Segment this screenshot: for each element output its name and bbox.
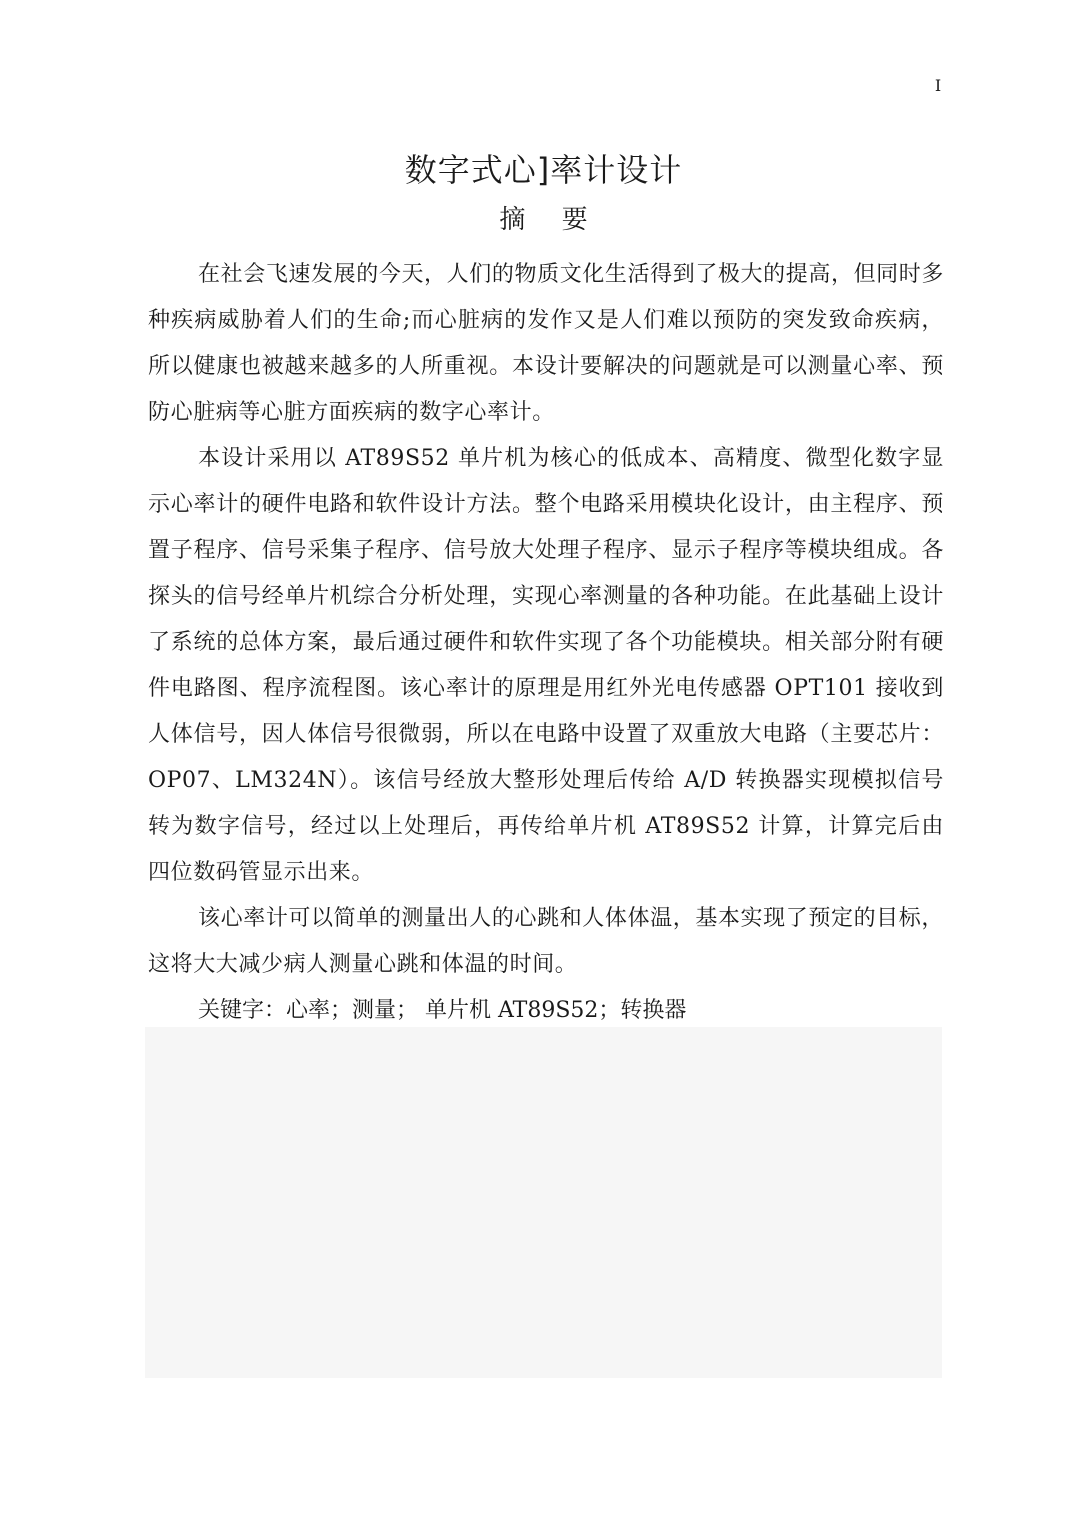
abstract-paragraph-3: 该心率计可以简单的测量出人的心跳和人体体温，基本实现了预定的目标，这将大大减少病人测量心跳和体温的时间。 — [148, 906, 944, 977]
abstract-body — [148, 252, 944, 1034]
abstract-paragraph-2: 本设计采用以 AT89S52 单片机为核心的低成本、高精度、微型化数字显示心率计的硬件电路和软件设计方法。整个电路采用模块化设计，由主程序、预置子程序、信号采集子程序、信号放大处理子程序、显示子程序等模块组成。各探头的信号经单片机综合分析处理，实现心率测量的各种功能。在此基础上设计了系统的总体方案，最后通过硬件和软件实现了各个功能模块。相关部分附有硬件电路图、程序流程图。该心率计的原理是用红外光电传感器 OPT101 接收到人体信号，因人体信号很微弱，所以在电路中设置了双重放大电路（主要芯片：OP07、LM324N）。该信号经放大整形处理后传给 A/D 转换器实现模拟信号转为数字信号，经过以上处理后，再传给单片机 AT89S52 计算，计算完后由四位数码管显示出来。 — [148, 446, 944, 885]
keywords-value: 心率；测量； 单片机 AT89S52；转换器 — [286, 998, 687, 1023]
document-title: 数字式心]率计设计 — [404, 151, 683, 189]
abstract-paragraph-1: 在社会飞速发展的今天，人们的物质文化生活得到了极大的提高，但同时多种疾病威胁着人们的生命;而心脏病的发作又是人们难以预防的突发致命疾病，所以健康也被越来越多的人所重视。本设计要解决的问题就是可以测量心率、预防心脏病等心脏方面疾病的数字心率计。 — [148, 262, 944, 425]
page-number: I — [934, 76, 942, 95]
abstract-heading: 摘 要 — [499, 205, 602, 235]
blank-content-area — [145, 1027, 942, 1378]
keywords-label: 关键字： — [198, 998, 287, 1023]
